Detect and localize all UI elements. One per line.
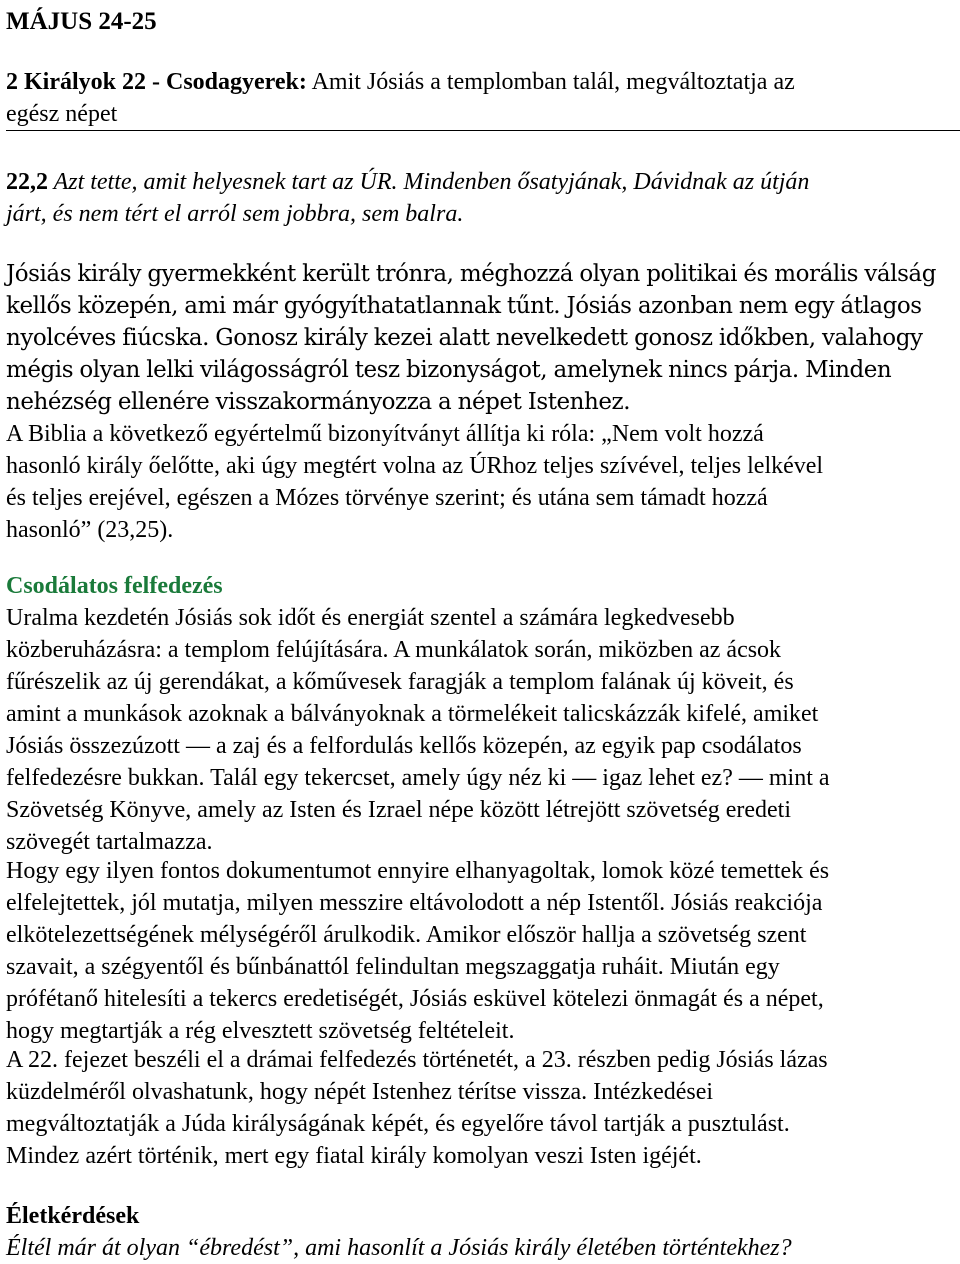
section-title-life-questions: Életkérdések bbox=[6, 1203, 140, 1229]
chapter-heading-line-1 bbox=[6, 66, 954, 98]
paragraph-line: Uralma kezdetén Jósiás sok időt és energiát szentel a számára legkedvesebb bbox=[6, 605, 735, 631]
chapter-heading-line-2: egész népet bbox=[6, 101, 118, 127]
verse-reference: 22,2 bbox=[6, 169, 48, 195]
paragraph-line: A 22. fejezet beszéli el a drámai felfedezés történetét, a 23. részben pedig Jósiás lázas bbox=[6, 1047, 828, 1073]
section-title-discovery: Csodálatos felfedezés bbox=[6, 573, 223, 599]
paragraph-line: szavait, a szégyentől és bűnbánattól felindultan megszaggatja ruháit. Miután egy bbox=[6, 954, 780, 980]
bible-quote-line: hasonló király őelőtte, aki úgy megtért volna az ÚRhoz teljes szívével, teljes lelkével bbox=[6, 453, 824, 479]
paragraph-line: Jósiás összezúzott — a zaj és a felfordulás kellős közepén, az egyik pap csodálatos bbox=[6, 733, 802, 759]
paragraph-line: közberuházásra: a templom felújítására. A munkálatok során, miközben az ácsok bbox=[6, 637, 782, 663]
intro-line: mégis olyan lelki világosságról tesz bizonyságot, amelynek nincs párja. Minden bbox=[6, 357, 892, 383]
paragraph-line: Hogy egy ilyen fontos dokumentumot ennyire elhanyagoltak, lomok közé temettek és bbox=[6, 858, 830, 884]
paragraph-line: hogy megtartják a rég elvesztett szövetség feltételeit. bbox=[6, 1018, 515, 1044]
date-heading: MÁJUS 24-25 bbox=[6, 8, 157, 35]
chapter-heading-text: Amit Jósiás a templomban talál, megváltoztatja az bbox=[306, 69, 795, 95]
paragraph-line: megváltoztatják a Júda királyságának képét, és egyelőre távol tartják a pusztulást. bbox=[6, 1111, 790, 1137]
paragraph-line: felfedezésre bukkan. Talál egy tekercset, amely úgy néz ki — igaz lehet ez? — mint a bbox=[6, 765, 830, 791]
discovery-paragraph-2 bbox=[6, 855, 954, 1047]
intro-line: Jósiás király gyermekként került trónra, méghozzá olyan politikai és morális válság bbox=[6, 261, 936, 287]
intro-paragraph bbox=[6, 258, 954, 546]
bible-quote-line: hasonló” (23,25). bbox=[6, 517, 174, 543]
key-verse bbox=[6, 166, 954, 230]
discovery-paragraph-3 bbox=[6, 1044, 954, 1172]
intro-line: nyolcéves fiúcska. Gonosz király kezei alatt nevelkedett gonosz időkben, valahogy bbox=[6, 325, 923, 351]
paragraph-line: Mindez azért történik, mert egy fiatal király komolyan veszi Isten igéjét. bbox=[6, 1143, 702, 1169]
paragraph-line: elfelejtettek, jól mutatja, milyen messzire eltávolodott a nép Istentől. Jósiás reakciója bbox=[6, 890, 823, 916]
intro-line: kellős közepén, ami már gyógyíthatatlannak tűnt. Jósiás azonban nem egy átlagos bbox=[6, 293, 922, 319]
intro-line: nehézség ellenére visszakormányozza a népet Istenhez. bbox=[6, 389, 631, 415]
paragraph-line: szövegét tartalmazza. bbox=[6, 829, 213, 855]
paragraph-line: elkötelezettségének mélységéről árulkodik. Amikor először hallja a szövetség szent bbox=[6, 922, 807, 948]
horizontal-rule bbox=[6, 130, 960, 131]
paragraph-line: fűrészelik az új gerendákat, a kőművesek faragják a templom falának új köveit, és bbox=[6, 669, 794, 695]
life-question: Éltél már át olyan “ébredést”, ami hasonlít a Jósiás király életében történtekhez? bbox=[6, 1235, 792, 1261]
paragraph-line: amint a munkások azoknak a bálványoknak a törmelékeit talicskázzák kifelé, amiket bbox=[6, 701, 819, 727]
verse-text: Azt tette, amit helyesnek tart az ÚR. Mindenben ősatyjának, Dávidnak az útján bbox=[48, 169, 810, 195]
bible-quote-line: és teljes erejével, egészen a Mózes törvénye szerint; és utána sem támadt hozzá bbox=[6, 485, 768, 511]
key-verse-line-2: járt, és nem tért el arról sem jobbra, sem balra. bbox=[6, 201, 464, 227]
paragraph-line: Szövetség Könyve, amely az Isten és Izrael népe között létrejött szövetség eredeti bbox=[6, 797, 792, 823]
bible-quote-line: A Biblia a következő egyértelmű bizonyítványt állítja ki róla: „Nem volt hozzá bbox=[6, 421, 764, 447]
chapter-reference: 2 Királyok 22 - Csodagyerek: bbox=[6, 69, 307, 95]
key-verse-line-1 bbox=[6, 166, 954, 198]
paragraph-line: küzdelméről olvashatunk, hogy népét Istenhez térítse vissza. Intézkedései bbox=[6, 1079, 714, 1105]
chapter-heading bbox=[6, 66, 954, 130]
paragraph-line: prófétanő hitelesíti a tekercs eredetiségét, Jósiás esküvel kötelezi önmagát és a népet, bbox=[6, 986, 824, 1012]
discovery-paragraph-1 bbox=[6, 602, 954, 858]
